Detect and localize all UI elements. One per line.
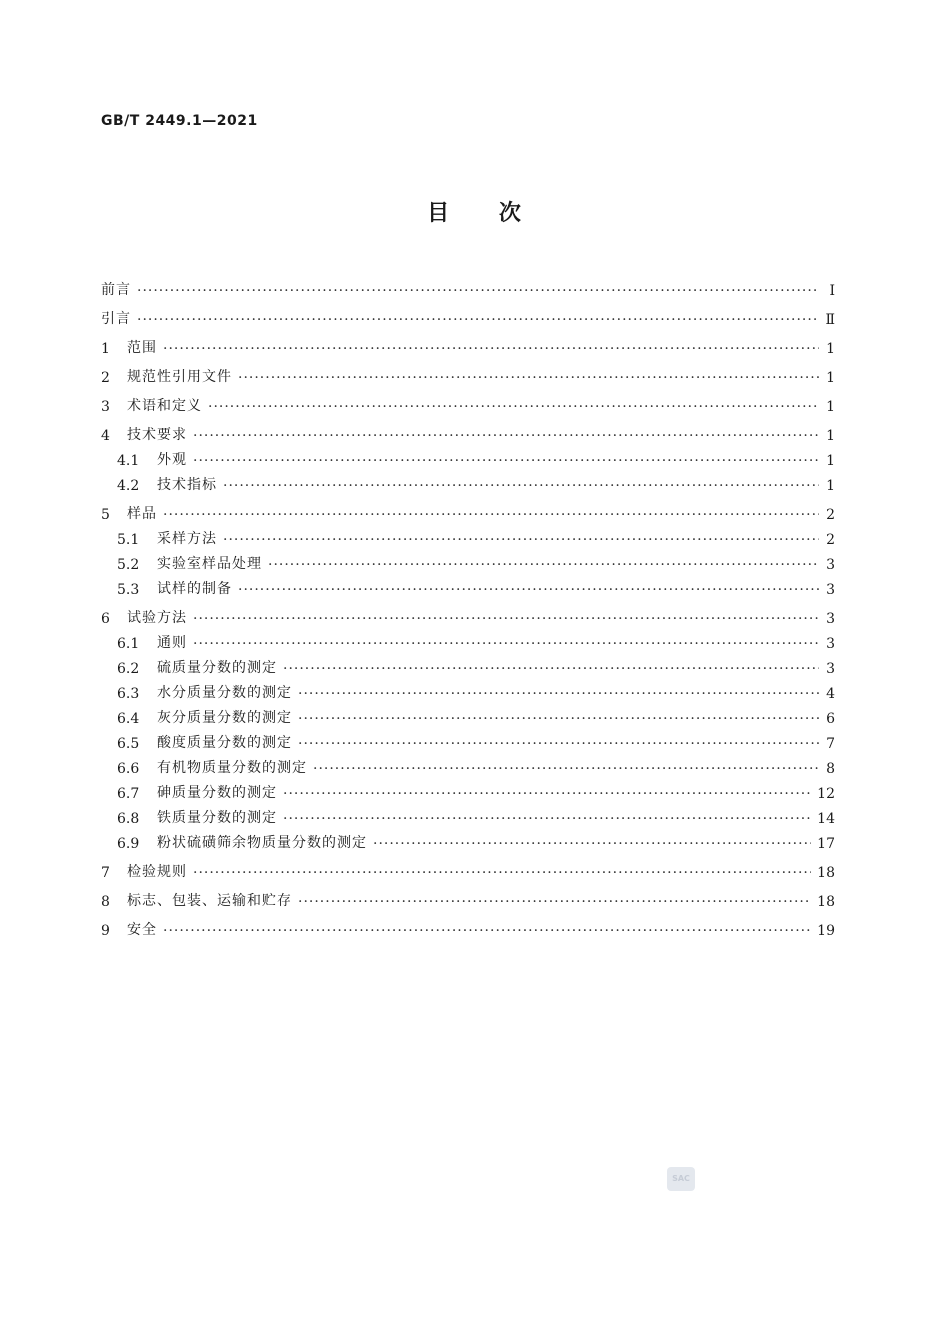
toc-entry-page: 8 [826,761,835,777]
toc-entry-number: 5.2 [117,557,140,573]
toc-entry-page: 12 [817,786,835,802]
toc-entry-label: 安全 [127,922,157,938]
toc-leader-dots [268,557,819,573]
toc-entry[interactable] [101,802,835,827]
toc-entry-page: 1 [826,370,835,386]
toc-entry-number: 6.1 [117,636,140,652]
toc-entry-number: 6.5 [117,736,140,752]
toc-entry-number: 7 [101,865,110,881]
toc-entry-number: 5 [101,507,110,523]
toc-entry[interactable] [101,357,835,386]
toc-leader-dots [298,736,819,752]
toc-entry-label: 前言 [101,282,131,298]
table-of-contents [101,270,835,939]
toc-entry-label: 试样的制备 [157,581,232,597]
toc-leader-dots [223,478,819,494]
toc-entry[interactable] [101,752,835,777]
toc-entry-number: 1 [101,341,110,357]
toc-entry-label: 样品 [127,506,157,522]
toc-leader-dots [298,686,819,702]
toc-entry-page: 1 [826,478,835,494]
toc-leader-dots [223,532,819,548]
toc-entry[interactable] [101,652,835,677]
toc-entry-page: 3 [826,611,835,627]
toc-entry-number: 3 [101,399,110,415]
toc-entry-page: 1 [826,399,835,415]
toc-leader-dots [193,636,819,652]
toc-entry[interactable] [101,494,835,523]
toc-leader-dots [163,507,819,523]
toc-entry[interactable] [101,299,835,328]
toc-entry[interactable] [101,727,835,752]
toc-entry-label: 水分质量分数的测定 [157,685,292,701]
toc-leader-dots [163,341,819,357]
toc-entry[interactable] [101,548,835,573]
toc-entry-page: 2 [826,532,835,548]
toc-leader-dots [137,312,819,328]
toc-leader-dots [137,283,819,299]
toc-entry-page: 4 [826,686,835,702]
toc-entry-number: 6.9 [117,836,140,852]
toc-entry[interactable] [101,415,835,444]
toc-entry-label: 技术指标 [157,477,217,493]
toc-entry-number: 5.3 [117,582,140,598]
toc-entry-page: 14 [817,811,835,827]
toc-entry[interactable] [101,523,835,548]
toc-entry-page: Ⅰ [829,283,835,299]
toc-entry-label: 技术要求 [127,427,187,443]
toc-leader-dots [193,428,819,444]
toc-entry-label: 外观 [157,452,187,468]
toc-entry-label: 试验方法 [127,610,187,626]
toc-leader-dots [283,661,819,677]
toc-leader-dots [163,923,811,939]
toc-leader-dots [283,786,811,802]
toc-leader-dots [298,711,819,727]
toc-entry-label: 粉状硫磺筛余物质量分数的测定 [157,835,367,851]
toc-entry-page: 2 [826,507,835,523]
toc-leader-dots [238,370,819,386]
toc-entry-label: 引言 [101,311,131,327]
toc-entry-number: 2 [101,370,110,386]
toc-entry[interactable] [101,677,835,702]
toc-leader-dots [313,761,819,777]
toc-entry-number: 6.4 [117,711,140,727]
toc-entry-page: 17 [817,836,835,852]
toc-entry-label: 有机物质量分数的测定 [157,760,307,776]
toc-entry-label: 实验室样品处理 [157,556,262,572]
toc-entry-page: 18 [817,865,835,881]
toc-entry-label: 术语和定义 [127,398,202,414]
toc-entry-number: 6.2 [117,661,140,677]
toc-leader-dots [283,811,811,827]
page-title: 目 次 [427,201,523,226]
toc-entry-number: 8 [101,894,110,910]
toc-entry-page: 7 [826,736,835,752]
toc-entry-number: 5.1 [117,532,140,548]
toc-entry-number: 4.1 [117,453,140,469]
toc-entry-label: 砷质量分数的测定 [157,785,277,801]
toc-entry-label: 采样方法 [157,531,217,547]
toc-entry[interactable] [101,702,835,727]
toc-entry-page: 18 [817,894,835,910]
toc-entry[interactable] [101,573,835,598]
standard-number: GB/T 2449.1—2021 [101,113,258,129]
toc-leader-dots [373,836,811,852]
toc-entry-number: 9 [101,923,110,939]
toc-leader-dots [208,399,819,415]
toc-entry-page: 3 [826,582,835,598]
toc-entry[interactable] [101,881,835,910]
toc-entry[interactable] [101,444,835,469]
toc-entry-label: 通则 [157,635,187,651]
toc-leader-dots [193,453,819,469]
toc-entry[interactable] [101,469,835,494]
toc-entry[interactable] [101,852,835,881]
toc-entry-number: 6.6 [117,761,140,777]
toc-entry[interactable] [101,827,835,852]
toc-entry-number: 6.8 [117,811,140,827]
toc-entry[interactable] [101,598,835,627]
toc-entry[interactable] [101,386,835,415]
toc-entry[interactable] [101,910,835,939]
toc-leader-dots [193,611,819,627]
toc-entry-label: 规范性引用文件 [127,369,232,385]
toc-entry-number: 6.7 [117,786,140,802]
toc-entry-page: 6 [826,711,835,727]
toc-entry[interactable] [101,777,835,802]
toc-entry-page: 19 [817,923,835,939]
toc-entry-label: 标志、包装、运输和贮存 [127,893,292,909]
toc-entry-number: 4 [101,428,110,444]
toc-entry[interactable] [101,328,835,357]
toc-entry-page: 1 [826,453,835,469]
toc-entry-label: 范围 [127,340,157,356]
toc-entry-number: 6.3 [117,686,140,702]
toc-entry-page: 1 [826,428,835,444]
toc-entry-label: 硫质量分数的测定 [157,660,277,676]
toc-entry-label: 灰分质量分数的测定 [157,710,292,726]
toc-leader-dots [238,582,819,598]
toc-entry-label: 酸度质量分数的测定 [157,735,292,751]
toc-leader-dots [298,894,811,910]
toc-entry-number: 4.2 [117,478,140,494]
toc-entry-page: Ⅱ [825,312,835,328]
toc-entry-label: 检验规则 [127,864,187,880]
toc-entry-number: 6 [101,611,110,627]
toc-entry-label: 铁质量分数的测定 [157,810,277,826]
toc-entry-page: 3 [826,636,835,652]
toc-entry-page: 1 [826,341,835,357]
toc-entry[interactable] [101,270,835,299]
toc-leader-dots [193,865,811,881]
toc-entry[interactable] [101,627,835,652]
toc-entry-page: 3 [826,661,835,677]
toc-entry-page: 3 [826,557,835,573]
sac-watermark-logo: SAC [667,1167,695,1191]
